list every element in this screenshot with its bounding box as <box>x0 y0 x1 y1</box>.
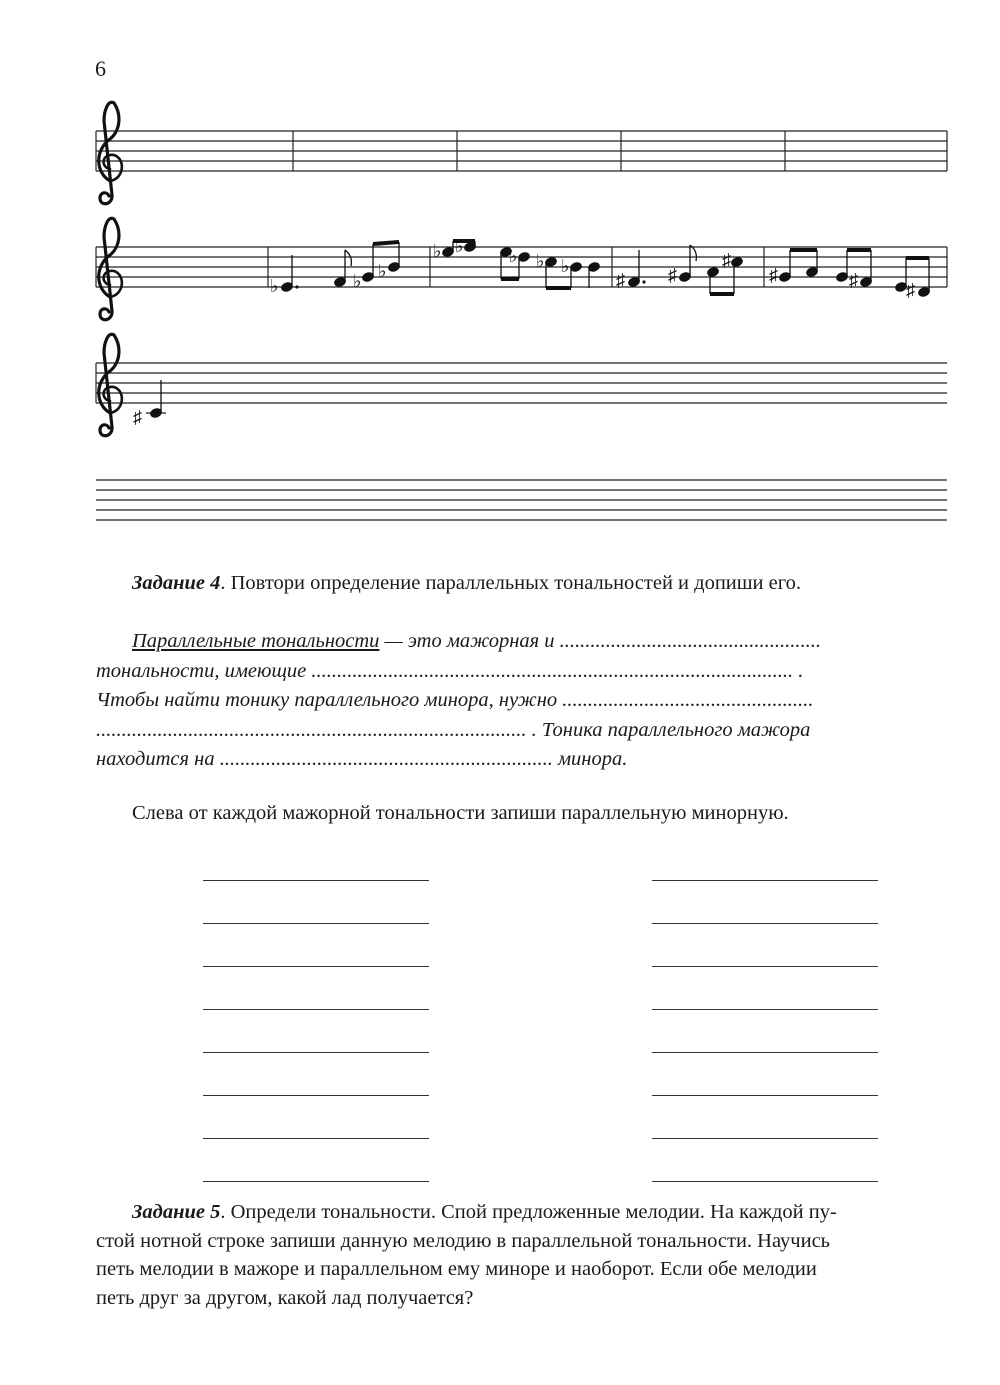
svg-text:♯: ♯ <box>133 407 142 427</box>
major-key-blank[interactable] <box>652 1095 878 1096</box>
svg-text:♯: ♯ <box>616 270 625 290</box>
major-key-blank[interactable] <box>652 1138 878 1139</box>
svg-text:♭: ♭ <box>455 236 464 256</box>
definition-line-5: находится на ................................................................. минора. <box>96 748 628 770</box>
task5-line-3: петь мелодии в мажоре и параллельном ему миноре и наоборот. Если обе мелодии <box>96 1258 817 1280</box>
task4-label: Задание 4 <box>132 572 221 594</box>
minor-key-blank[interactable] <box>203 1138 429 1139</box>
major-key-blank[interactable] <box>652 880 878 881</box>
melody-notes <box>270 236 931 300</box>
minor-key-blank[interactable] <box>203 923 429 924</box>
definition-line-4: .................................................................................... . Тоника параллельного мажора <box>96 718 811 741</box>
major-key-blank[interactable] <box>652 1052 878 1053</box>
treble-clef-icon <box>99 102 122 204</box>
instruction-text: Слева от каждой мажорной тональности запиши параллельную минорную. <box>132 802 789 824</box>
task5-line-4: петь друг за другом, какой лад получается? <box>96 1286 474 1309</box>
svg-text:♯: ♯ <box>849 270 858 290</box>
task5-line-1: Задание 5. Определи тональности. Спой предложенные мелодии. На каждой пу- <box>132 1201 837 1223</box>
treble-clef-icon <box>99 334 122 436</box>
staff-1 <box>96 102 947 204</box>
task4-heading <box>96 569 948 598</box>
svg-text:♭: ♭ <box>353 271 362 291</box>
definition-line-1: Параллельные тональности — это мажорная и ................................................... <box>132 630 822 652</box>
task5-block <box>96 1198 948 1312</box>
svg-text:♭: ♭ <box>270 276 279 296</box>
staff-3 <box>96 334 947 436</box>
minor-key-blank[interactable] <box>203 1095 429 1096</box>
major-key-blank[interactable] <box>652 1181 878 1182</box>
svg-text:♯: ♯ <box>668 265 677 285</box>
minor-key-blank[interactable] <box>203 1009 429 1010</box>
treble-clef-icon <box>99 218 122 320</box>
svg-text:♭: ♭ <box>378 261 387 281</box>
major-key-blank[interactable] <box>652 966 878 967</box>
svg-text:♭: ♭ <box>509 246 518 266</box>
minor-key-blank[interactable] <box>203 1052 429 1053</box>
svg-text:♯: ♯ <box>769 265 778 285</box>
minor-key-blank[interactable] <box>203 880 429 881</box>
staff-2 <box>96 218 947 320</box>
svg-text:♯: ♯ <box>722 250 731 270</box>
minor-key-blank[interactable] <box>203 966 429 967</box>
major-key-blank[interactable] <box>652 1009 878 1010</box>
major-key-blank[interactable] <box>652 923 878 924</box>
minor-key-blank[interactable] <box>203 1181 429 1182</box>
definition-block <box>96 627 948 775</box>
svg-text:♭: ♭ <box>536 251 545 271</box>
svg-text:♭: ♭ <box>433 241 442 261</box>
definition-line-3: Чтобы найти тонику параллельного минора, нужно ................................................. <box>96 689 814 711</box>
page-number: 6 <box>95 56 106 81</box>
task5-line-2: стой нотной строке запиши данную мелодию в параллельной тональности. Научись <box>96 1229 831 1252</box>
staff-4 <box>96 480 947 520</box>
task4-text: . Повтори определение параллельных тональностей и допиши его. <box>220 572 802 594</box>
svg-text:♭: ♭ <box>561 256 570 276</box>
task5-label: Задание 5 <box>132 1201 221 1223</box>
music-staves <box>0 0 1000 540</box>
definition-term: Параллельные тональности <box>132 630 380 652</box>
definition-line-2: тональности, имеющие .............................................................................................. . <box>96 659 804 682</box>
svg-text:♯: ♯ <box>906 280 915 300</box>
